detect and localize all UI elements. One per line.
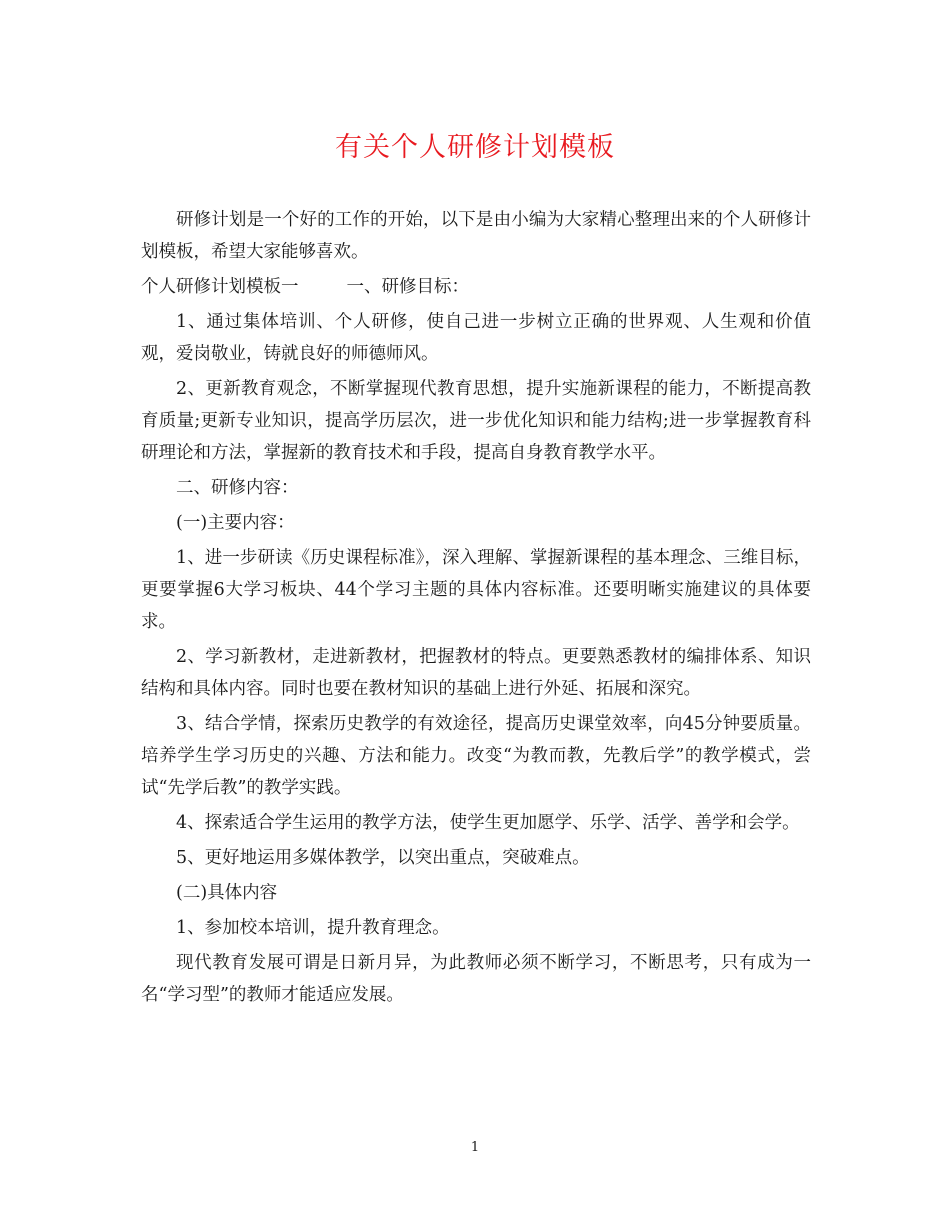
section-heading-goals: 一、研修目标： <box>346 277 469 297</box>
subsection-heading-main: (一)主要内容： <box>176 513 295 533</box>
paragraph-content-4: 4、探索适合学生运用的教学方法，使学生更加愿学、乐学、活学、善学和会学。 <box>176 813 800 833</box>
paragraph-content-1: 1、进一步研读《历史课程标准》，深入理解、掌握新课程的基本理念、三维目标，更要掌握6大学习板块、44个学习主题的具体内容标准。还要明晰实施建议的具体要求。 <box>141 548 811 632</box>
section-heading-content: 二、研修内容： <box>176 478 299 498</box>
subsection-heading-specific: (二)具体内容 <box>176 883 278 903</box>
paragraph-content-2: 2、学习新教材，走进新教材，把握教材的特点。更要熟悉教材的编排体系、知识结构和具体内容。同时也要在教材知识的基础上进行外延、拓展和深究。 <box>141 647 811 699</box>
paragraph-content-5: 5、更好地运用多媒体教学，以突出重点，突破难点。 <box>176 848 590 868</box>
paragraph-specific-1: 1、参加校本培训，提升教育理念。 <box>176 918 450 938</box>
document-title: 有关个人研修计划模板 <box>335 132 615 163</box>
paragraph-intro: 研修计划是一个好的工作的开始，以下是由小编为大家精心整理出来的个人研修计划模板，希望大家能够喜欢。 <box>141 210 811 262</box>
paragraph-content-3: 3、结合学情，探索历史教学的有效途径，提高历史课堂效率，向45分钟要质量。培养学生学习历史的兴趣、方法和能力。改变“为教而教，先教后学”的教学模式，尝试“先学后教”的教学实践。 <box>141 714 811 798</box>
document-body <box>141 204 811 1014</box>
template-label: 个人研修计划模板一 <box>141 277 299 297</box>
paragraph-goal-2: 2、更新教育观念，不断掌握现代教育思想，提升实施新课程的能力，不断提高教育质量;更新专业知识，提高学历层次，进一步优化知识和能力结构;进一步掌握教育科研理论和方法，掌握新的教育技术和手段，提高自身教育教学水平。 <box>141 379 811 463</box>
page-number: 1 <box>470 1140 480 1155</box>
paragraph-goal-1: 1、通过集体培训、个人研修，使自己进一步树立正确的世界观、人生观和价值观，爱岗敬业，铸就良好的师德师风。 <box>141 312 811 364</box>
paragraph-specific-2: 现代教育发展可谓是日新月异，为此教师必须不断学习，不断思考，只有成为一名“学习型”的教师才能适应发展。 <box>141 953 811 1005</box>
paragraph-template-heading <box>141 271 811 303</box>
